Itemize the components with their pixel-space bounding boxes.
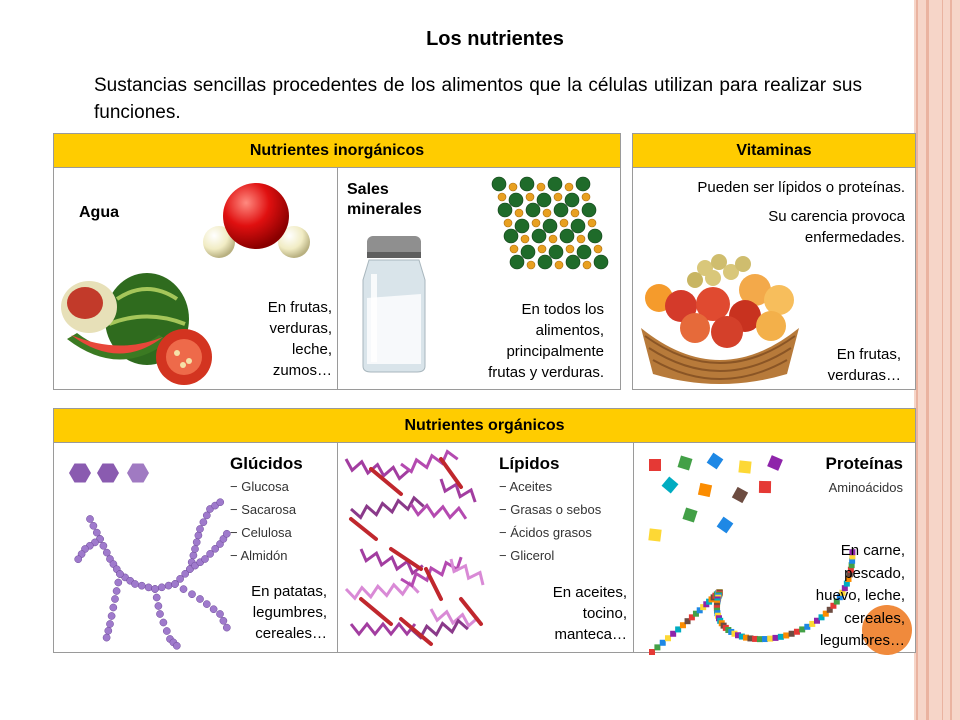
glucidos-item: − Almidón — [230, 548, 288, 563]
agua-sources — [214, 297, 332, 381]
proteinas-source-line: cereales, — [844, 609, 905, 627]
proteinas-label: Proteínas — [825, 454, 903, 473]
proteinas-source-line: En carne, — [840, 542, 905, 559]
proteinas-source-line: legumbres… — [819, 632, 905, 649]
sales-source-line: frutas y verduras. — [488, 364, 604, 381]
lipid-molecules-icon — [341, 449, 501, 654]
agua-source-line: leche, — [291, 341, 332, 358]
glucidos-label: Glúcidos — [230, 454, 303, 473]
mineral-crystal-icon — [489, 174, 609, 284]
inorganic-divider — [337, 168, 338, 389]
organic-divider-1 — [337, 443, 338, 652]
lipidos-item: − Glicerol — [499, 548, 555, 563]
sales-source-line: alimentos, — [535, 322, 604, 339]
vitamins-header: Vitaminas — [633, 134, 915, 168]
lipidos-list — [499, 475, 601, 567]
vitamins-sources — [828, 344, 901, 386]
inorganic-header: Nutrientes inorgánicos — [54, 134, 620, 168]
lipidos-item: − Aceites — [499, 479, 553, 494]
sales-sources — [434, 299, 604, 383]
lipidos-item: − Ácidos grasos — [499, 525, 592, 540]
proteinas-subtitle: Aminoácidos — [828, 480, 903, 495]
water-molecule-icon — [199, 184, 309, 274]
organic-header: Nutrientes orgánicos — [54, 409, 915, 443]
salt-shaker-icon — [359, 234, 429, 374]
glucidos-sources — [204, 581, 327, 644]
glucidos-source-line: legumbres, — [252, 604, 327, 621]
page-title: Los nutrientes — [426, 28, 564, 50]
vitamins-desc-2: Su carencia provoca enfermedades. — [768, 208, 905, 246]
fruits-watermelon-icon — [59, 269, 219, 389]
glucidos-source-line: En patatas, — [251, 583, 327, 600]
glucidos-item: − Celulosa — [230, 525, 292, 540]
agua-label: Agua — [79, 204, 119, 221]
lipidos-sources — [494, 582, 627, 645]
agua-source-line: verduras, — [269, 320, 332, 337]
glucidos-item: − Glucosa — [230, 479, 289, 494]
agua-source-line: En frutas, — [267, 299, 332, 316]
vitamins-desc-1: Pueden ser lípidos o proteínas. — [697, 179, 905, 196]
fruit-basket-icon — [635, 244, 805, 384]
lipidos-label: Lípidos — [499, 454, 560, 473]
proteinas-sources — [765, 540, 905, 653]
sales-label: Sales minerales — [347, 181, 422, 218]
sales-source-line: principalmente — [506, 343, 604, 360]
agua-source-line: zumos… — [272, 362, 332, 379]
organic-divider-2 — [633, 443, 634, 652]
decorative-right-border — [914, 0, 960, 720]
lipidos-source-line: manteca… — [554, 626, 627, 643]
glucidos-source-line: cereales… — [255, 625, 327, 642]
lipidos-source-line: tocino, — [582, 605, 627, 622]
organic-panel — [53, 408, 916, 653]
proteinas-source-line: huevo, leche, — [815, 587, 905, 604]
glucidos-list — [230, 475, 296, 567]
vitamins-source-line: En frutas, — [836, 346, 901, 363]
vitamins-panel — [632, 133, 916, 390]
page-subtitle: Sustancias sencillas procedentes de los alimentos que la células utilizan para realizar sus funciones. — [94, 75, 862, 123]
glucidos-item: − Sacarosa — [230, 502, 297, 517]
lipidos-source-line: En aceites, — [552, 584, 627, 601]
sales-source-line: En todos los — [521, 301, 604, 318]
proteinas-source-line: pescado, — [844, 564, 905, 582]
lipidos-item: − Grasas o sebos — [499, 502, 602, 517]
vitamins-source-line: verduras… — [827, 367, 901, 384]
inorganic-panel — [53, 133, 621, 390]
